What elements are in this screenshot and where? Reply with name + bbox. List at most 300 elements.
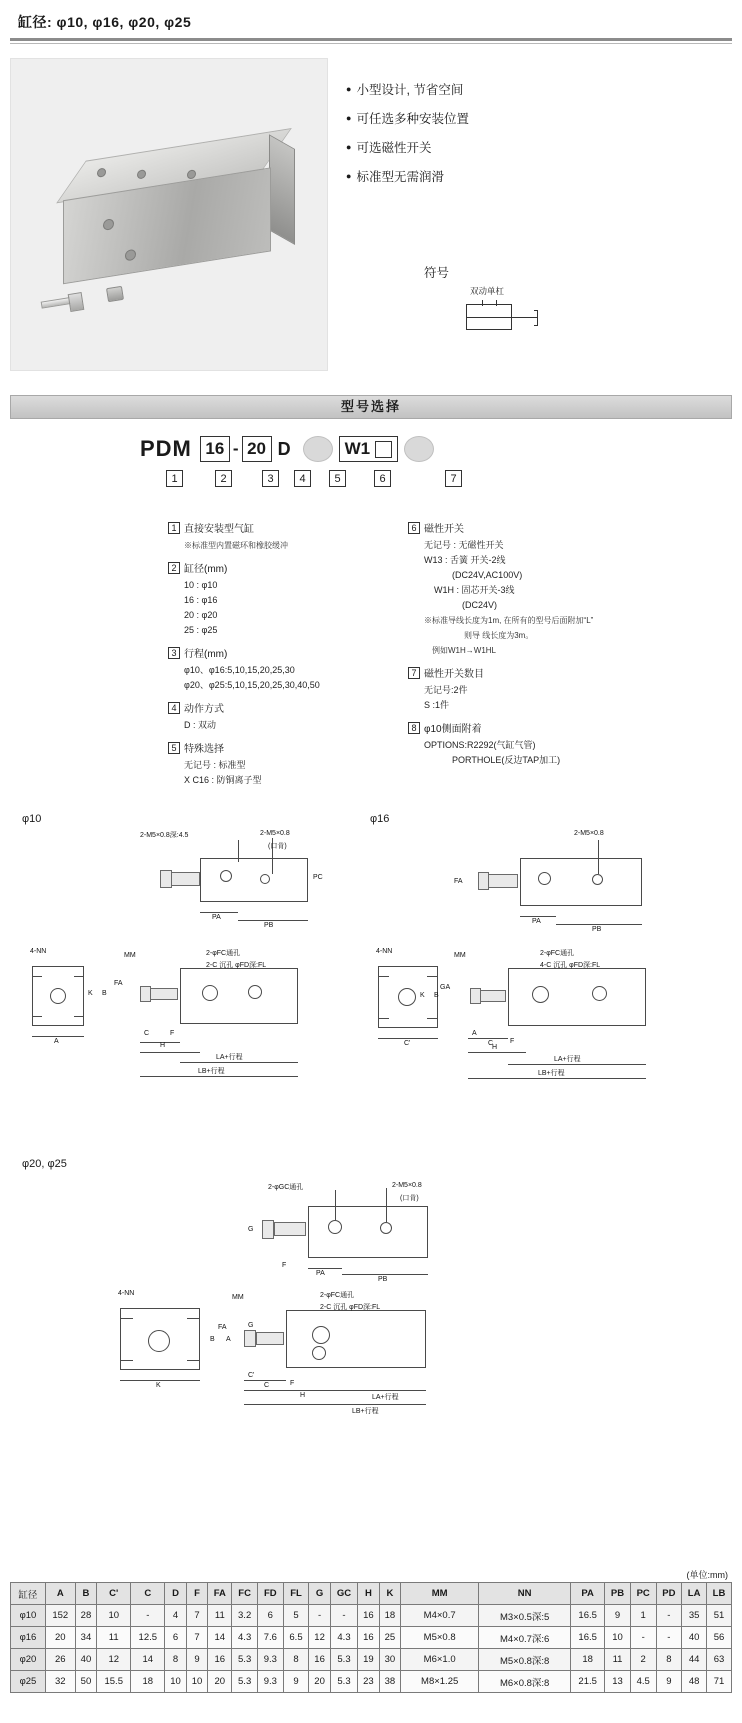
cell: 19 <box>358 1649 380 1671</box>
top-view-nut <box>262 1220 274 1239</box>
dim-pb: PB <box>592 926 602 933</box>
cell: 18 <box>379 1605 401 1627</box>
dim-line <box>238 920 308 921</box>
cell-bore: φ20 <box>11 1649 46 1671</box>
spec-title-row <box>168 702 408 717</box>
spec-title: 直接安装型气缸 <box>184 524 254 535</box>
callout-fd: 4-C 沉孔 φFD深:FL <box>540 962 601 969</box>
code-switch-label: W1 <box>344 439 371 458</box>
cell: 14 <box>208 1627 232 1649</box>
groove <box>427 976 438 977</box>
callout: (口肯) <box>400 1195 419 1202</box>
cell: 5.3 <box>232 1649 258 1671</box>
cell: M5×0.8深:8 <box>479 1649 571 1671</box>
spec-number: 2 <box>168 562 180 574</box>
callout-fd: 2-C 沉孔 φFD深:FL <box>320 1304 381 1311</box>
cell: 1 <box>630 1605 656 1627</box>
cell: 40 <box>75 1649 97 1671</box>
symbol-body <box>466 304 512 330</box>
front-view-rod <box>256 1332 284 1345</box>
spec-line: S :1件 <box>424 700 450 710</box>
cell: 11 <box>97 1627 131 1649</box>
air-fitting <box>106 286 124 302</box>
front-view-nut <box>140 986 151 1002</box>
dim-line <box>508 1064 646 1065</box>
code-dash: - <box>232 439 239 458</box>
cell: M6×0.8深:8 <box>479 1671 571 1693</box>
cell: 20 <box>208 1671 232 1693</box>
cell: 9 <box>656 1671 682 1693</box>
table-unit-note: (单位:mm) <box>686 1570 728 1580</box>
spec-line: 16 : φ16 <box>184 595 218 605</box>
spec-line: OPTIONS:R2292(气缸气管) <box>424 740 536 750</box>
top-view-nut <box>478 872 489 890</box>
cell: 50 <box>75 1671 97 1693</box>
spec-number: 8 <box>408 722 420 734</box>
code-action: D <box>277 438 291 459</box>
end-view-bore <box>148 1330 170 1352</box>
spec-line: 无记号:2件 <box>424 685 468 695</box>
dim-c: C <box>264 1382 270 1389</box>
header-divider-thin <box>10 43 732 44</box>
dim-line <box>468 1038 508 1039</box>
top-view-nut <box>160 870 172 888</box>
cell: 5.3 <box>330 1649 357 1671</box>
dim-pc: PC <box>313 874 323 881</box>
spec-line: W13 : 舌簧 开关-2线 <box>424 555 506 565</box>
spec-title-row <box>168 742 408 757</box>
spec-note: ※标准型内置磁环和橡胶缓冲 <box>184 541 288 550</box>
page-title: 缸径: φ10, φ16, φ20, φ25 <box>18 14 192 30</box>
spec-title-row <box>168 522 408 537</box>
col-h: H <box>358 1583 380 1605</box>
section-banner: 型号选择 <box>10 395 732 419</box>
drawing-phi2025-views <box>20 1280 540 1390</box>
groove <box>32 976 42 977</box>
groove <box>74 1016 84 1017</box>
dim-line <box>32 1036 84 1037</box>
cell: 152 <box>45 1605 75 1627</box>
dim-lb: LB+行程 <box>352 1408 379 1415</box>
top-view-rod <box>170 872 200 886</box>
dim-line <box>468 1078 646 1079</box>
spec-line: D : 双动 <box>184 720 217 730</box>
cell: 4 <box>165 1605 187 1627</box>
cell: 9 <box>605 1605 631 1627</box>
cell: 7.6 <box>257 1627 283 1649</box>
dimension-table <box>10 1582 732 1693</box>
cell: 44 <box>682 1649 707 1671</box>
dim-la: LA+行程 <box>372 1394 399 1401</box>
symbol-heading: 符号 <box>424 266 450 280</box>
cell: 4.3 <box>232 1627 258 1649</box>
dim-f: F <box>290 1380 295 1387</box>
col-nn: NN <box>479 1583 571 1605</box>
front-view-hole <box>248 985 262 999</box>
col-mm: MM <box>401 1583 479 1605</box>
cell: 6 <box>165 1627 187 1649</box>
col-f: F <box>186 1583 208 1605</box>
spec-title-row <box>168 647 408 662</box>
dim-pb: PB <box>264 922 274 929</box>
spec-line: PORTHOLE(反边TAP加工) <box>452 755 561 765</box>
rod-nut <box>68 292 85 312</box>
cell: 9.3 <box>257 1671 283 1693</box>
col-pc: PC <box>630 1583 656 1605</box>
cell: 32 <box>45 1671 75 1693</box>
spec-title: 缸径(mm) <box>184 564 228 575</box>
top-view-hole <box>220 870 232 882</box>
code-qty-slot[interactable] <box>404 436 434 462</box>
col-fd: FD <box>257 1583 283 1605</box>
end-view-bore <box>398 988 416 1006</box>
spec-block-4 <box>168 702 408 733</box>
callout: 2-M5×0.8深:4.5 <box>140 832 189 839</box>
callout-nn: 4-NN <box>376 948 393 955</box>
dim-pa: PA <box>532 918 541 925</box>
cell: 16 <box>309 1649 331 1671</box>
cell: 8 <box>283 1649 309 1671</box>
spec-title-row <box>408 722 708 737</box>
callout: 2-M5×0.8 <box>574 830 604 837</box>
dim-k: K <box>420 992 425 999</box>
cell: - <box>131 1605 165 1627</box>
cell: 2 <box>630 1649 656 1671</box>
spec-column-right <box>408 522 708 777</box>
spec-title: 动作方式 <box>184 704 224 715</box>
symbol-port-line <box>496 300 497 306</box>
symbol-diagram <box>466 300 538 334</box>
dim-a: A <box>54 1038 59 1045</box>
spec-block-1 <box>168 522 408 553</box>
spec-number: 7 <box>408 667 420 679</box>
cell-bore: φ10 <box>11 1605 46 1627</box>
cell: 16.5 <box>571 1627 605 1649</box>
groove <box>378 1018 389 1019</box>
callout-mm: MM <box>454 952 466 959</box>
drawing-phi16 <box>368 830 718 1110</box>
spec-line: 25 : φ25 <box>184 625 218 635</box>
top-view-port <box>592 874 603 885</box>
cell: 63 <box>707 1649 732 1671</box>
cell: 7 <box>186 1605 208 1627</box>
spec-line: X C16 : 防铜离子型 <box>184 775 262 785</box>
drawing-label-phi10: φ10 <box>22 813 42 825</box>
top-view-rod <box>488 874 518 888</box>
callout-gc: 2-φGC通孔 <box>268 1184 304 1191</box>
callout-fc: 2-φFC通孔 <box>320 1292 355 1299</box>
cell: 3.2 <box>232 1605 258 1627</box>
col-bore: 缸径 <box>11 1583 46 1605</box>
spec-line: φ10、φ16:5,10,15,20,25,30 <box>184 665 295 675</box>
col-fc: FC <box>232 1583 258 1605</box>
code-marker-4: 4 <box>294 470 311 487</box>
spec-block-6 <box>408 522 708 658</box>
code-marker-1: 1 <box>166 470 183 487</box>
dim-line <box>520 916 556 917</box>
dim-ga: GA <box>440 984 451 991</box>
groove <box>74 976 84 977</box>
cell-bore: φ16 <box>11 1627 46 1649</box>
dim-la: LA+行程 <box>216 1054 243 1061</box>
spec-number: 6 <box>408 522 420 534</box>
groove <box>32 1016 42 1017</box>
front-view-body <box>286 1310 426 1368</box>
dim-fa: FA <box>114 980 123 987</box>
callout-mm: MM <box>232 1294 244 1301</box>
code-marker-6: 6 <box>374 470 391 487</box>
dim-b: B <box>434 992 439 999</box>
cell: - <box>309 1605 331 1627</box>
spec-line: φ20、φ25:5,10,15,20,25,30,40,50 <box>184 680 320 690</box>
dim-g: G <box>248 1226 254 1233</box>
dim-fa: FA <box>218 1324 227 1331</box>
front-view-nut <box>244 1330 256 1347</box>
header-divider <box>10 38 732 41</box>
code-number-markers <box>140 470 462 487</box>
cell: 35 <box>682 1605 707 1627</box>
callout: 2-M5×0.8 <box>260 830 290 837</box>
spec-title: 磁性开关数目 <box>424 669 484 680</box>
dim-h: H <box>160 1042 166 1049</box>
cell: 25 <box>379 1627 401 1649</box>
cell: 38 <box>379 1671 401 1693</box>
dim-f: F <box>510 1038 515 1045</box>
front-view-body <box>180 968 298 1024</box>
feature-item: ● 可选磁性开关 <box>346 138 469 156</box>
cell: - <box>656 1627 682 1649</box>
dim-line <box>140 1076 298 1077</box>
code-marker-3: 3 <box>262 470 279 487</box>
table-row <box>11 1605 732 1627</box>
spec-line: W1H : 固芯开关-3线 <box>434 585 515 595</box>
drawing-label-phi16: φ16 <box>370 813 390 825</box>
cell: 10 <box>165 1671 187 1693</box>
dim-line <box>244 1380 286 1381</box>
feature-item: ● 小型设计, 节省空间 <box>346 80 469 98</box>
col-fa: FA <box>208 1583 232 1605</box>
top-view-body <box>308 1206 428 1258</box>
dim-pb: PB <box>378 1276 388 1283</box>
cell: 21.5 <box>571 1671 605 1693</box>
dim-line <box>180 1062 298 1063</box>
col-lb: LB <box>707 1583 732 1605</box>
dim-pa: PA <box>212 914 221 921</box>
top-view-port <box>380 1222 392 1234</box>
cell: M4×0.7 <box>401 1605 479 1627</box>
spec-title: 行程(mm) <box>184 649 228 660</box>
callout-mm: MM <box>124 952 136 959</box>
col-b: B <box>75 1583 97 1605</box>
dim-cprime: C' <box>248 1372 255 1379</box>
cell: 14 <box>131 1649 165 1671</box>
table-row <box>11 1627 732 1649</box>
spec-note: ※标准导线长度为1m, 在所有的型号后面附加“L” <box>424 616 594 625</box>
spec-column-left <box>168 522 408 797</box>
dim-line <box>378 1038 438 1039</box>
spec-title-row <box>408 522 708 537</box>
cell: 51 <box>707 1605 732 1627</box>
groove <box>120 1318 133 1319</box>
cell: 16 <box>358 1605 380 1627</box>
spec-block-7 <box>408 667 708 713</box>
cell: 16.5 <box>571 1605 605 1627</box>
symbol-caption: 双动单杠 <box>470 286 505 296</box>
code-marker-7: 7 <box>445 470 462 487</box>
code-switch[interactable] <box>339 436 399 462</box>
dim-k: B <box>210 1336 215 1343</box>
spec-line: (DC24V,AC100V) <box>452 570 523 580</box>
spec-number: 3 <box>168 647 180 659</box>
cell-bore: φ25 <box>11 1671 46 1693</box>
callout-nn: 4-NN <box>30 948 47 955</box>
dim-line <box>556 924 642 925</box>
dim-b: B <box>102 990 107 997</box>
spec-block-2 <box>168 562 408 638</box>
cell: 20 <box>45 1627 75 1649</box>
end-view-bore <box>50 988 66 1004</box>
dim-k: K <box>88 990 93 997</box>
cell: 16 <box>208 1649 232 1671</box>
cell: M8×1.25 <box>401 1671 479 1693</box>
front-view-rod <box>150 988 178 1000</box>
dim-a: K <box>156 1382 161 1389</box>
cell: M3×0.5深:5 <box>479 1605 571 1627</box>
cell: 8 <box>656 1649 682 1671</box>
dim-cprime: A <box>472 1030 477 1037</box>
cell: 5.3 <box>232 1671 258 1693</box>
col-d: D <box>165 1583 187 1605</box>
dim-c: C <box>488 1040 494 1047</box>
cell: - <box>330 1605 357 1627</box>
cell: 6 <box>257 1605 283 1627</box>
code-switch-box[interactable] <box>375 441 392 458</box>
dim-a: C' <box>404 1040 411 1047</box>
code-stroke[interactable]: 20 <box>242 436 272 462</box>
groove <box>120 1360 133 1361</box>
dim-b: A <box>226 1336 231 1343</box>
front-view-hole <box>592 986 607 1001</box>
cell: 5 <box>283 1605 309 1627</box>
leader-line <box>335 1190 336 1220</box>
col-k: K <box>379 1583 401 1605</box>
cell: 4.5 <box>630 1671 656 1693</box>
top-view-port <box>260 874 270 884</box>
cell: 5.3 <box>330 1671 357 1693</box>
dim-line <box>308 1268 342 1269</box>
col-la: LA <box>682 1583 707 1605</box>
spec-block-5 <box>168 742 408 788</box>
cell: 15.5 <box>97 1671 131 1693</box>
cell: 48 <box>682 1671 707 1693</box>
top-view-hole <box>538 872 551 885</box>
dim-lb: LB+行程 <box>538 1070 565 1077</box>
cell: - <box>656 1605 682 1627</box>
spec-title-row <box>168 562 408 577</box>
spec-note: 例如W1H→W1HL <box>432 646 497 655</box>
top-view-hole <box>328 1220 342 1234</box>
cell: 20 <box>309 1671 331 1693</box>
spec-line: 20 : φ20 <box>184 610 218 620</box>
dim-la: LA+行程 <box>554 1056 581 1063</box>
cell: 9 <box>186 1649 208 1671</box>
spec-line: 10 : φ10 <box>184 580 218 590</box>
cell: 12 <box>97 1649 131 1671</box>
callout-fc: 2-φFC通孔 <box>540 950 575 957</box>
spec-number: 4 <box>168 702 180 714</box>
groove <box>187 1360 200 1361</box>
spec-title-row <box>408 667 708 682</box>
leader-line <box>238 840 239 862</box>
dim-f: F <box>170 1030 175 1037</box>
cylinder-side-face <box>269 134 295 245</box>
col-gc: GC <box>330 1583 357 1605</box>
spec-line: 无记号 : 无磁性开关 <box>424 540 504 550</box>
code-marker-2: 2 <box>215 470 232 487</box>
symbol-port-line <box>482 300 483 306</box>
cell: 12.5 <box>131 1627 165 1649</box>
code-bore[interactable]: 16 <box>200 436 230 462</box>
spec-title: φ10侧面附着 <box>424 724 482 735</box>
code-special-slot[interactable] <box>303 436 333 462</box>
dim-line <box>286 1390 426 1391</box>
dim-h: H <box>492 1044 498 1051</box>
front-view-body <box>508 968 646 1026</box>
code-marker-5: 5 <box>329 470 346 487</box>
dim-c: C <box>144 1030 150 1037</box>
front-view-nut <box>470 988 481 1004</box>
groove <box>378 976 389 977</box>
product-photo <box>10 58 328 371</box>
top-view-body <box>200 858 308 902</box>
cell: 71 <box>707 1671 732 1693</box>
callout-fd: 2-C 沉孔 φFD深:FL <box>206 962 267 969</box>
cell: 13 <box>605 1671 631 1693</box>
cell: 56 <box>707 1627 732 1649</box>
cell: - <box>630 1627 656 1649</box>
cell: 23 <box>358 1671 380 1693</box>
cell: 7 <box>186 1627 208 1649</box>
dim-line <box>342 1274 428 1275</box>
feature-item: ● 标准型无需润滑 <box>346 167 469 185</box>
col-fl: FL <box>283 1583 309 1605</box>
top-view-rod <box>274 1222 306 1236</box>
table-row <box>11 1671 732 1693</box>
dim-line <box>120 1380 200 1381</box>
cell: M4×0.7深:6 <box>479 1627 571 1649</box>
front-view-hole <box>312 1346 326 1360</box>
col-cprime: C' <box>97 1583 131 1605</box>
front-view-hole <box>312 1326 330 1344</box>
callout-nn: 4-NN <box>118 1290 135 1297</box>
col-pd: PD <box>656 1583 682 1605</box>
spec-line: (DC24V) <box>462 600 498 610</box>
col-c: C <box>131 1583 165 1605</box>
callout-fc: 2-φFC通孔 <box>206 950 241 957</box>
spec-block-8 <box>408 722 708 768</box>
drawing-phi10 <box>20 830 350 1110</box>
cell: 18 <box>131 1671 165 1693</box>
dim-h: H <box>300 1392 306 1399</box>
cell: 9.3 <box>257 1649 283 1671</box>
cell: 26 <box>45 1649 75 1671</box>
drawing-label-phi2025: φ20, φ25 <box>22 1158 67 1170</box>
dim-fa: FA <box>454 878 463 885</box>
leader-line <box>386 1188 387 1222</box>
front-view-hole <box>202 985 218 1001</box>
feature-list <box>346 80 469 196</box>
dim-line <box>200 912 238 913</box>
